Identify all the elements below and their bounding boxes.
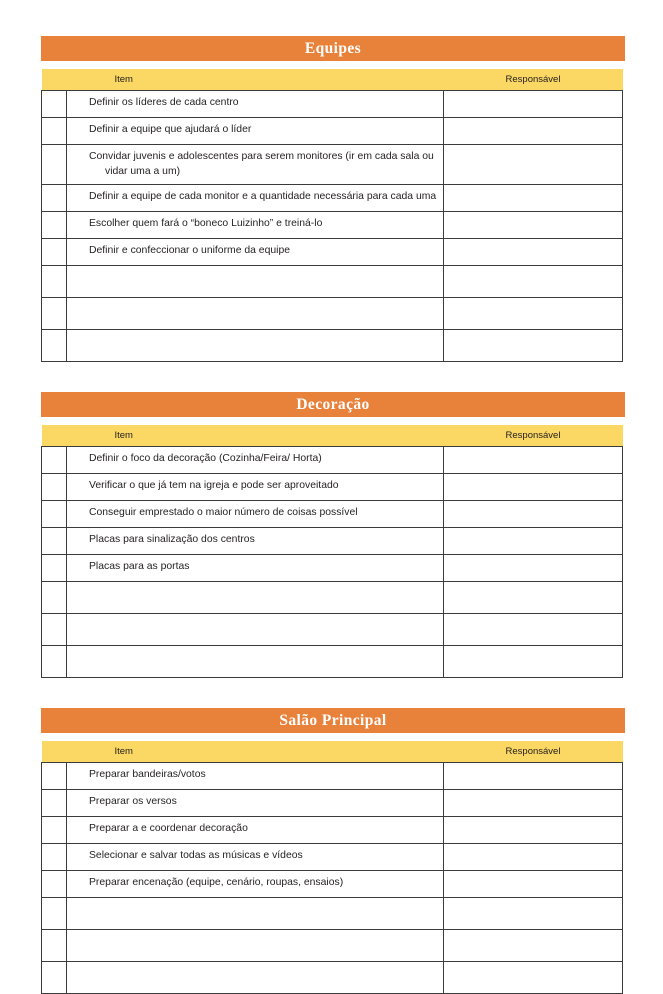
- table-row: [42, 91, 623, 118]
- row-responsavel-cell[interactable]: [444, 763, 623, 790]
- column-header-item: Item: [67, 69, 444, 91]
- row-item-text: Preparar bandeiras/votos: [89, 769, 206, 781]
- table-row: [42, 790, 623, 817]
- row-responsavel-cell[interactable]: [444, 930, 623, 962]
- section-title-gap: [41, 417, 625, 425]
- table-row: [42, 447, 623, 474]
- column-header-item: Item: [67, 425, 444, 447]
- row-item-cell[interactable]: [67, 239, 444, 266]
- row-item-cell[interactable]: [67, 474, 444, 501]
- row-checkbox-cell[interactable]: [42, 447, 67, 474]
- checklist-table: [41, 741, 623, 994]
- column-header-item: Item: [67, 741, 444, 763]
- row-checkbox-cell[interactable]: [42, 528, 67, 555]
- table-row: [42, 844, 623, 871]
- row-item-cell[interactable]: [67, 212, 444, 239]
- table-row: [42, 266, 623, 298]
- row-responsavel-cell[interactable]: [444, 118, 623, 145]
- row-item-text: Placas para as portas: [89, 561, 190, 573]
- row-item-cell[interactable]: [67, 330, 444, 362]
- table-header-row: [42, 69, 623, 91]
- row-checkbox-cell[interactable]: [42, 962, 67, 994]
- column-header-responsavel: Responsável: [444, 741, 623, 763]
- row-item-cell[interactable]: [67, 614, 444, 646]
- row-responsavel-cell[interactable]: [444, 91, 623, 118]
- row-responsavel-cell[interactable]: [444, 871, 623, 898]
- row-item-cell[interactable]: [67, 646, 444, 678]
- table-row: [42, 298, 623, 330]
- row-checkbox-cell[interactable]: [42, 212, 67, 239]
- table-row: [42, 239, 623, 266]
- column-header-responsavel: Responsável: [444, 69, 623, 91]
- column-header-check: [42, 69, 67, 91]
- row-responsavel-cell[interactable]: [444, 474, 623, 501]
- row-checkbox-cell[interactable]: [42, 239, 67, 266]
- row-checkbox-cell[interactable]: [42, 185, 67, 212]
- row-responsavel-cell[interactable]: [444, 145, 623, 185]
- row-item-text: Selecionar e salvar todas as músicas e vídeos: [89, 850, 303, 862]
- row-responsavel-cell[interactable]: [444, 212, 623, 239]
- checklist-table: [41, 69, 623, 362]
- row-checkbox-cell[interactable]: [42, 871, 67, 898]
- row-checkbox-cell[interactable]: [42, 646, 67, 678]
- table-row: [42, 871, 623, 898]
- table-header-row: [42, 741, 623, 763]
- table-row: [42, 212, 623, 239]
- row-item-text: Preparar a e coordenar decoração: [89, 823, 248, 835]
- row-item-text: Verificar o que já tem na igreja e pode ser aproveitado: [89, 480, 339, 492]
- row-responsavel-cell[interactable]: [444, 330, 623, 362]
- row-item-cell[interactable]: [67, 844, 444, 871]
- row-item-text: Escolher quem fará o “boneco Luizinho” e treiná-lo: [89, 218, 323, 230]
- checklist-section: [41, 36, 625, 362]
- row-responsavel-cell[interactable]: [444, 298, 623, 330]
- section-title-gap: [41, 61, 625, 69]
- row-item-text: Definir a equipe que ajudará o líder: [89, 124, 252, 135]
- section-title: Decoração: [41, 392, 625, 417]
- table-row: [42, 614, 623, 646]
- row-item-text: Definir a equipe de cada monitor e a quantidade necessária para cada uma: [89, 191, 437, 203]
- row-checkbox-cell[interactable]: [42, 930, 67, 962]
- row-responsavel-cell[interactable]: [444, 239, 623, 266]
- row-responsavel-cell[interactable]: [444, 266, 623, 298]
- row-item-text: Definir e confeccionar o uniforme da equipe: [89, 245, 291, 257]
- section-title: Salão Principal: [41, 708, 625, 733]
- column-header-responsavel: Responsável: [444, 425, 623, 447]
- table-row: [42, 646, 623, 678]
- table-row: [42, 474, 623, 501]
- row-responsavel-cell[interactable]: [444, 844, 623, 871]
- row-responsavel-cell[interactable]: [444, 646, 623, 678]
- sections-container: [41, 36, 625, 994]
- row-responsavel-cell[interactable]: [444, 501, 623, 528]
- row-responsavel-cell[interactable]: [444, 817, 623, 844]
- row-responsavel-cell[interactable]: [444, 555, 623, 582]
- row-item-cell[interactable]: [67, 555, 444, 582]
- row-item-cell[interactable]: [67, 930, 444, 962]
- row-checkbox-cell[interactable]: [42, 266, 67, 298]
- row-checkbox-cell[interactable]: [42, 817, 67, 844]
- row-responsavel-cell[interactable]: [444, 528, 623, 555]
- row-responsavel-cell[interactable]: [444, 614, 623, 646]
- row-checkbox-cell[interactable]: [42, 474, 67, 501]
- table-row: [42, 555, 623, 582]
- row-item-cell[interactable]: [67, 582, 444, 614]
- row-item-cell[interactable]: [67, 91, 444, 118]
- row-item-cell[interactable]: [67, 266, 444, 298]
- row-item-text: Convidar juvenis e adolescentes para serem monitores (ir em cada sala ou vidar uma a um): [89, 151, 434, 178]
- row-item-cell[interactable]: [67, 962, 444, 994]
- row-responsavel-cell[interactable]: [444, 185, 623, 212]
- row-item-cell[interactable]: [67, 898, 444, 930]
- row-checkbox-cell[interactable]: [42, 91, 67, 118]
- row-checkbox-cell[interactable]: [42, 501, 67, 528]
- row-checkbox-cell[interactable]: [42, 790, 67, 817]
- table-row: [42, 185, 623, 212]
- row-item-cell[interactable]: [67, 145, 444, 185]
- table-header-row: [42, 425, 623, 447]
- checklist-section: [41, 708, 625, 994]
- checklist-section: [41, 392, 625, 678]
- row-responsavel-cell[interactable]: [444, 582, 623, 614]
- row-responsavel-cell[interactable]: [444, 447, 623, 474]
- table-row: [42, 501, 623, 528]
- row-item-text: Definir o foco da decoração (Cozinha/Feira/ Horta): [89, 453, 322, 465]
- row-item-text: Conseguir emprestado o maior número de coisas possível: [89, 507, 358, 519]
- row-item-cell[interactable]: [67, 185, 444, 212]
- row-checkbox-cell[interactable]: [42, 844, 67, 871]
- table-row: [42, 145, 623, 185]
- row-item-cell[interactable]: [67, 528, 444, 555]
- row-item-text: Preparar encenação (equipe, cenário, roupas, ensaios): [89, 877, 344, 889]
- row-checkbox-cell[interactable]: [42, 145, 67, 185]
- row-responsavel-cell[interactable]: [444, 962, 623, 994]
- column-header-check: [42, 425, 67, 447]
- row-item-text: Definir os líderes de cada centro: [89, 97, 239, 108]
- row-responsavel-cell[interactable]: [444, 898, 623, 930]
- row-checkbox-cell[interactable]: [42, 763, 67, 790]
- row-item-text: Preparar os versos: [89, 796, 177, 808]
- table-row: [42, 330, 623, 362]
- row-checkbox-cell[interactable]: [42, 118, 67, 145]
- table-row: [42, 930, 623, 962]
- table-row: [42, 817, 623, 844]
- table-row: [42, 898, 623, 930]
- row-item-cell[interactable]: [67, 501, 444, 528]
- table-row: [42, 118, 623, 145]
- row-checkbox-cell[interactable]: [42, 614, 67, 646]
- row-item-cell[interactable]: [67, 447, 444, 474]
- checklist-table: [41, 425, 623, 678]
- column-header-check: [42, 741, 67, 763]
- table-row: [42, 582, 623, 614]
- row-checkbox-cell[interactable]: [42, 582, 67, 614]
- row-item-cell[interactable]: [67, 298, 444, 330]
- row-responsavel-cell[interactable]: [444, 790, 623, 817]
- row-checkbox-cell[interactable]: [42, 898, 67, 930]
- row-item-cell[interactable]: [67, 817, 444, 844]
- row-checkbox-cell[interactable]: [42, 330, 67, 362]
- table-row: [42, 763, 623, 790]
- row-item-text: Placas para sinalização dos centros: [89, 534, 255, 546]
- table-row: [42, 962, 623, 994]
- row-item-cell[interactable]: [67, 763, 444, 790]
- section-title-gap: [41, 733, 625, 741]
- row-item-cell[interactable]: [67, 790, 444, 817]
- row-item-cell[interactable]: [67, 118, 444, 145]
- table-row: [42, 528, 623, 555]
- row-checkbox-cell[interactable]: [42, 555, 67, 582]
- row-item-cell[interactable]: [67, 871, 444, 898]
- section-title: Equipes: [41, 36, 625, 61]
- row-checkbox-cell[interactable]: [42, 298, 67, 330]
